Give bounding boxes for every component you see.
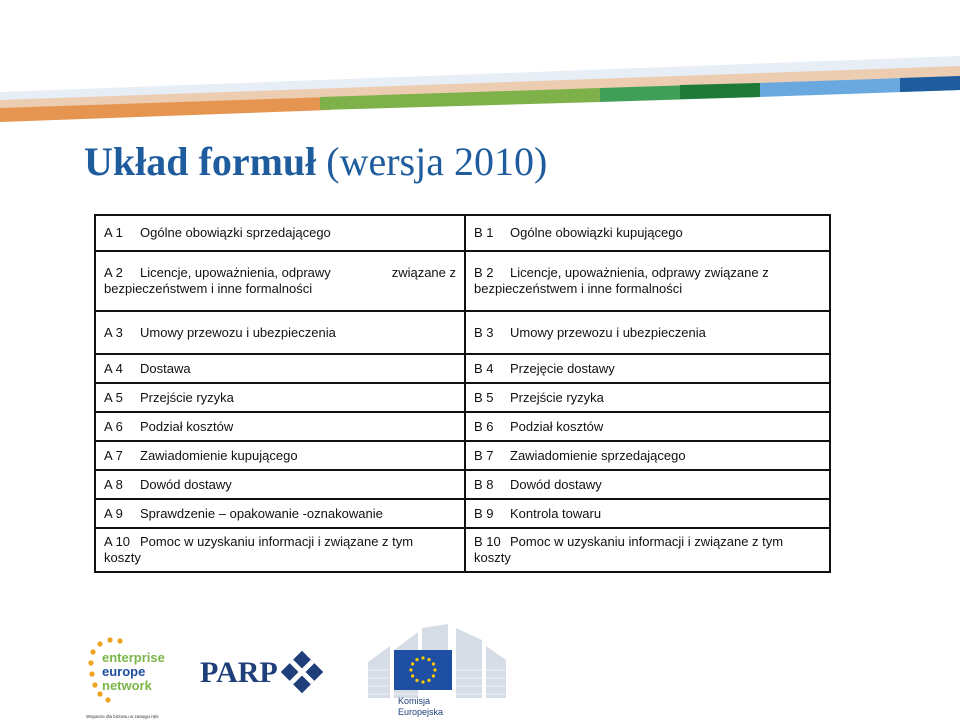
european-commission-logo — [360, 620, 510, 720]
cell-b1 — [465, 215, 830, 251]
table-row — [95, 251, 830, 311]
clause-text: związane z — [391, 265, 456, 280]
clause-text: Przejście ryzyka — [510, 389, 604, 405]
cell-a7 — [95, 441, 465, 470]
een-line-3: network — [102, 678, 152, 693]
parp-logo — [200, 648, 330, 701]
top-decorative-bar — [0, 0, 960, 130]
clause-text: Sprawdzenie – opakowanie -oznakowanie — [140, 505, 383, 521]
clause-code: B 7 — [474, 447, 494, 463]
ec-line-2: Europejska — [398, 707, 444, 717]
cell-a6 — [95, 412, 465, 441]
clause-text: Zawiadomienie kupującego — [140, 447, 298, 463]
clause-text: Zawiadomienie sprzedającego — [510, 447, 686, 463]
cell-a8 — [95, 470, 465, 499]
clause-code: B 8 — [474, 476, 494, 492]
clause-text: Dowód dostawy — [510, 476, 602, 492]
clause-code: B 3 — [474, 324, 494, 340]
cell-b7 — [465, 441, 830, 470]
title-version: (wersja 2010) — [326, 139, 548, 184]
clause-code: A 3 — [104, 324, 123, 340]
clause-code: A 10 — [104, 534, 131, 549]
clause-text: Podział kosztów — [140, 418, 234, 434]
clause-code: B 2 — [474, 265, 494, 280]
clause-text: Kontrola towaru — [510, 505, 602, 521]
clause-text: Umowy przewozu i ubezpieczenia — [140, 324, 336, 340]
table-row — [95, 528, 830, 572]
clause-text: Pomoc w uzyskaniu informacji i związane z tym — [510, 534, 784, 549]
clause-text: koszty — [474, 550, 511, 565]
clause-text: bezpieczeństwem i inne formalności — [474, 281, 683, 296]
clause-code: B 1 — [474, 225, 494, 240]
cell-a1 — [95, 215, 465, 251]
table-row — [95, 311, 830, 354]
clause-code: A 4 — [104, 360, 123, 376]
clause-text: Dowód dostawy — [140, 476, 232, 492]
enterprise-europe-network-logo — [84, 632, 174, 722]
clause-text: Przejście ryzyka — [140, 389, 234, 405]
cell-a4 — [95, 354, 465, 383]
clause-code: B 10 — [474, 534, 501, 549]
footer-logos — [0, 620, 960, 720]
cell-a9 — [95, 499, 465, 528]
table-row — [95, 412, 830, 441]
clause-code: A 7 — [104, 447, 123, 463]
clause-text: Dostawa — [140, 360, 191, 376]
clause-code: B 5 — [474, 389, 494, 405]
cell-b2 — [465, 251, 830, 311]
cell-b6 — [465, 412, 830, 441]
clause-text: bezpieczeństwem i inne formalności — [104, 281, 313, 296]
clause-code: A 6 — [104, 418, 123, 434]
clause-text: Ogólne obowiązki sprzedającego — [140, 225, 331, 240]
cell-a5 — [95, 383, 465, 412]
cell-b3 — [465, 311, 830, 354]
cell-b4 — [465, 354, 830, 383]
clause-code: A 1 — [104, 225, 123, 240]
cell-a3 — [95, 311, 465, 354]
een-line-1: enterprise — [102, 650, 165, 665]
cell-b5 — [465, 383, 830, 412]
clause-code: A 2 — [104, 265, 123, 280]
incoterms-clauses-table — [94, 214, 831, 573]
table-row — [95, 470, 830, 499]
clause-text: Licencje, upoważnienia, odprawy związane z — [510, 265, 769, 280]
table-row — [95, 354, 830, 383]
clause-text: Licencje, upoważnienia, odprawy — [140, 265, 331, 280]
clause-text: Pomoc w uzyskaniu informacji i związane z tym — [140, 534, 414, 549]
page-title — [84, 138, 547, 185]
title-main: Układ formuł — [84, 139, 317, 184]
table-row — [95, 215, 830, 251]
clause-code: A 9 — [104, 505, 123, 521]
ec-line-1: Komisja — [398, 696, 431, 706]
clause-code: B 4 — [474, 360, 494, 376]
clause-text: Przejęcie dostawy — [510, 360, 615, 376]
clause-code: A 8 — [104, 476, 123, 492]
cell-b8 — [465, 470, 830, 499]
table-row — [95, 383, 830, 412]
clause-code: B 6 — [474, 418, 494, 434]
cell-a10 — [95, 528, 465, 572]
clause-text: Podział kosztów — [510, 418, 604, 434]
cell-b9 — [465, 499, 830, 528]
clause-code: A 5 — [104, 389, 123, 405]
een-tagline: Wsparcie dla biznesu w zasięgu ręki — [86, 714, 159, 719]
table-row — [95, 441, 830, 470]
table-row — [95, 499, 830, 528]
parp-text: PARP — [200, 656, 278, 689]
clause-text: Ogólne obowiązki kupującego — [510, 225, 683, 240]
een-line-2: europe — [102, 664, 146, 679]
parp-logo-graphic — [200, 648, 330, 696]
clause-text: koszty — [104, 550, 141, 565]
clause-text: Umowy przewozu i ubezpieczenia — [510, 324, 706, 340]
cell-a2 — [95, 251, 465, 311]
clause-code: B 9 — [474, 505, 494, 521]
cell-b10 — [465, 528, 830, 572]
